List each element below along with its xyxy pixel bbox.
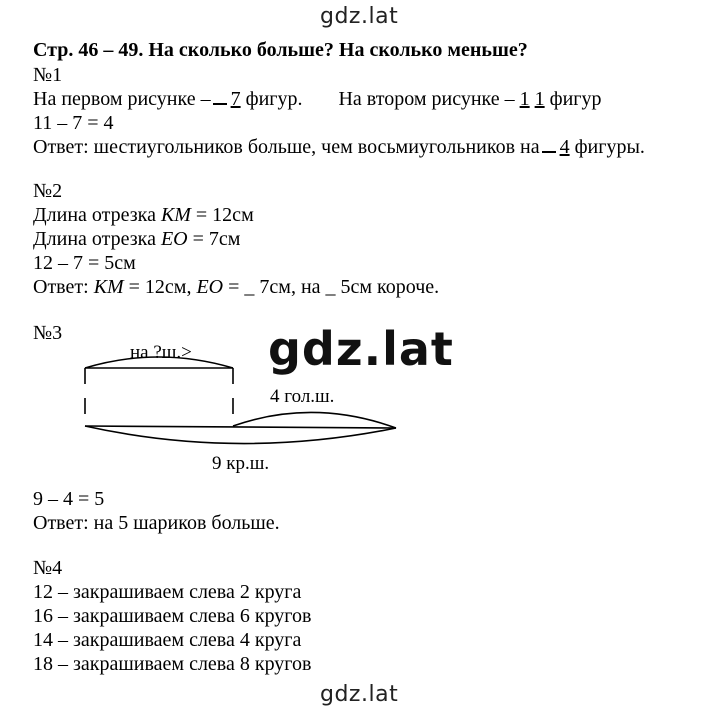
answer-blank xyxy=(213,89,227,105)
task1-number: №1 xyxy=(33,64,63,86)
task3-equation: 9 – 4 = 5 xyxy=(33,488,105,510)
task2-number: №2 xyxy=(33,180,63,202)
segment-eo: ЕО xyxy=(160,228,188,250)
list-item: 14 – закрашиваем слева 4 круга xyxy=(33,629,302,651)
task2-line1-value: = 12см xyxy=(190,204,254,226)
task1-figures-word-2: фигур xyxy=(549,88,602,110)
task1-answer-text: Ответ: шестиугольников больше, чем восьмиугольников на xyxy=(33,136,540,158)
task2-line2-value: = 7см xyxy=(187,228,241,250)
task2-answer-rest: = _ 7см, на _ 5см короче. xyxy=(223,276,440,298)
diagram-label-difference: на ?ш.> xyxy=(130,342,192,363)
task2-answer xyxy=(33,275,439,299)
long-segment xyxy=(85,426,396,428)
task1-answer-unit: фигуры. xyxy=(574,136,645,158)
segment-km: КМ xyxy=(160,204,191,226)
watermark-bottom: gdz.lat xyxy=(320,682,399,707)
list-item: 12 – закрашиваем слева 2 круга xyxy=(33,581,302,603)
task1-first-picture-label: На первом рисунке – xyxy=(33,88,211,110)
task4-number: №4 xyxy=(33,557,63,579)
task2-line1 xyxy=(33,203,254,227)
brace-diagram xyxy=(78,338,408,478)
task2-line2-text: Длина отрезка xyxy=(33,228,161,250)
diagram-label-red: 9 кр.ш. xyxy=(212,453,270,474)
page-title: Стр. 46 – 49. На сколько больше? На сколько меньше? xyxy=(33,39,528,61)
answer-blank xyxy=(542,137,556,153)
diagram-label-blue: 4 гол.ш. xyxy=(270,386,335,407)
task1-answer-value: 4 xyxy=(559,136,570,158)
task1-second-count-tens: 1 xyxy=(519,88,530,110)
task1-figures-word: фигур. xyxy=(245,88,303,110)
task1-second-picture-label: На втором рисунке – xyxy=(338,88,515,110)
task3-answer: Ответ: на 5 шариков больше. xyxy=(33,512,280,534)
watermark-middle: gdz.lat xyxy=(268,322,454,376)
list-item: 18 – закрашиваем слева 8 кругов xyxy=(33,653,312,675)
task1-first-count: 7 xyxy=(230,88,241,110)
right-brace xyxy=(233,412,396,428)
task2-answer-km: = 12см, xyxy=(123,276,197,298)
task2-equation: 12 – 7 = 5см xyxy=(33,252,136,274)
task1-second-count-units: 1 xyxy=(534,88,545,110)
task1-line1 xyxy=(33,87,602,111)
bottom-brace xyxy=(85,426,396,444)
task2-answer-label: Ответ: xyxy=(33,276,94,298)
task1-answer xyxy=(33,135,645,159)
task3-number: №3 xyxy=(33,322,63,344)
task2-line2 xyxy=(33,227,240,251)
task2-line1-text: Длина отрезка xyxy=(33,204,161,226)
segment-eo: ЕО xyxy=(196,276,224,298)
list-item: 16 – закрашиваем слева 6 кругов xyxy=(33,605,312,627)
watermark-top: gdz.lat xyxy=(320,4,399,29)
segment-km: КМ xyxy=(93,276,124,298)
task1-equation: 11 – 7 = 4 xyxy=(33,112,114,134)
